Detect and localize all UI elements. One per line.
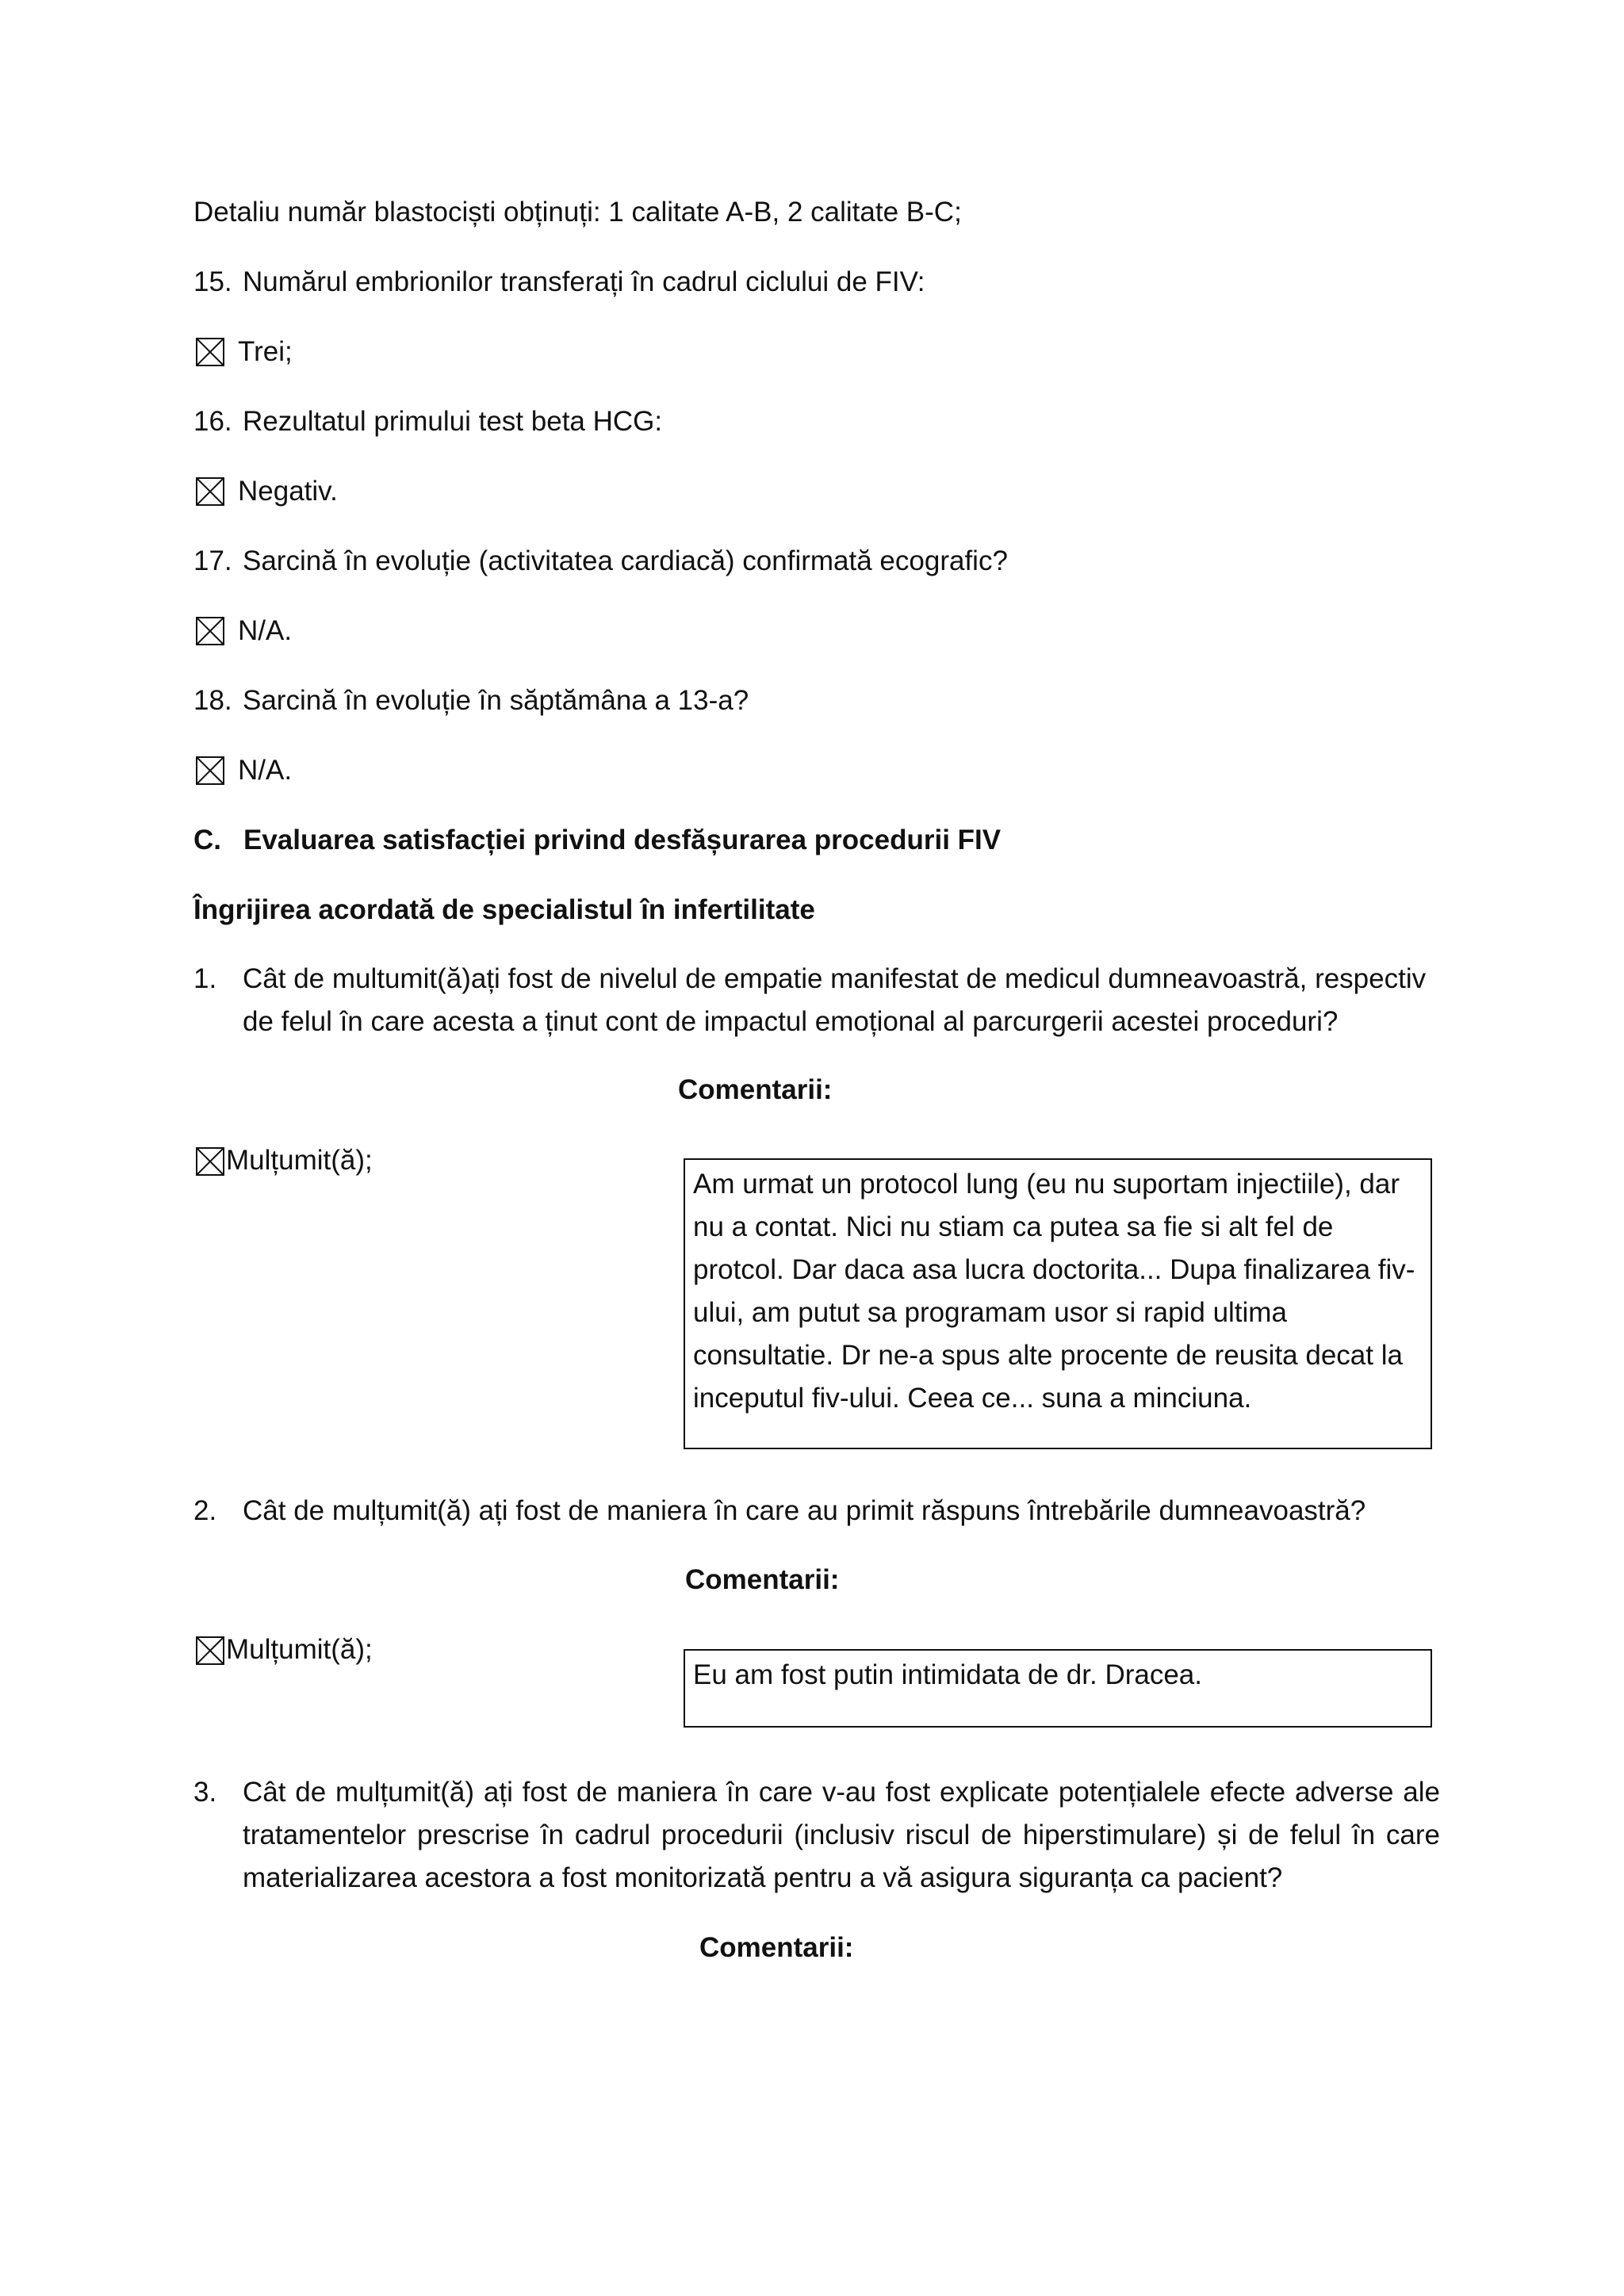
section-heading bbox=[193, 824, 1001, 857]
question-number: 17. bbox=[193, 545, 232, 576]
question-number: 15. bbox=[193, 266, 232, 297]
checked-box-icon[interactable] bbox=[196, 1636, 224, 1665]
comments-label: Comentarii: bbox=[699, 1932, 854, 1963]
checked-box-icon[interactable] bbox=[196, 1147, 224, 1176]
question-c2 bbox=[193, 1494, 1365, 1528]
answer-label: N/A. bbox=[238, 755, 293, 786]
answer-label: Negativ. bbox=[238, 476, 338, 507]
question-18 bbox=[193, 684, 749, 718]
question-c3 bbox=[193, 1771, 1440, 1900]
question-number: 18. bbox=[193, 685, 232, 716]
answer-label: Mulțumit(ă); bbox=[226, 1634, 373, 1665]
question-17 bbox=[193, 545, 1008, 578]
answer-label: N/A. bbox=[238, 615, 293, 646]
answer-label: Trei; bbox=[238, 336, 293, 367]
question-text: Rezultatul primului test beta HCG: bbox=[243, 406, 663, 437]
question-number: 1. bbox=[193, 963, 217, 994]
section-subtitle: Îngrijirea acordată de specialistul în infertilitate bbox=[193, 894, 815, 925]
comments-label: Comentarii: bbox=[685, 1564, 840, 1595]
question-text: Sarcină în evoluție (activitatea cardiacă) confirmată ecografic? bbox=[243, 545, 1008, 576]
comment-box[interactable]: Am urmat un protocol lung (eu nu suportam injectiile), dar nu a contat. Nici nu stiam ca putea sa fie si alt fel de protcol. Dar daca asa lucra doctorita... Dupa finalizarea fiv-ului, am putut sa programam usor si rapid ultima consultatie. Dr ne-a spus alte procente de reusita decat la inceputul fiv-ului. Ceea ce... suna a minciuna. bbox=[684, 1158, 1432, 1449]
checked-box-icon[interactable] bbox=[196, 338, 224, 366]
question-16 bbox=[193, 405, 662, 438]
question-text: Cât de multumit(ă)ați fost de nivelul de empatie manifestat de medicul dumneavoastră, respectiv de felul în care acesta a ținut cont de impactul emoțional al parcurgerii acestei proceduri? bbox=[243, 963, 1427, 1037]
comment-box[interactable]: Eu am fost putin intimidata de dr. Dracea. bbox=[684, 1649, 1432, 1728]
blastocyst-detail: Detaliu număr blastociști obținuți: 1 calitate A-B, 2 calitate B-C; bbox=[193, 197, 962, 228]
question-number: 16. bbox=[193, 406, 232, 437]
question-text: Sarcină în evoluție în săptămâna a 13-a? bbox=[243, 685, 749, 716]
section-letter: C. bbox=[193, 825, 221, 855]
question-text: Numărul embrionilor transferați în cadrul ciclului de FIV: bbox=[243, 266, 925, 297]
comments-label: Comentarii: bbox=[678, 1074, 833, 1105]
answer-label: Mulțumit(ă); bbox=[226, 1145, 373, 1176]
question-number: 3. bbox=[193, 1777, 217, 1808]
question-number: 2. bbox=[193, 1495, 217, 1526]
question-text: Cât de mulțumit(ă) ați fost de maniera în care au primit răspuns întrebările dumneavoastră? bbox=[243, 1495, 1366, 1526]
question-15 bbox=[193, 266, 925, 299]
section-title: Evaluarea satisfacției privind desfășurarea procedurii FIV bbox=[243, 825, 1002, 855]
question-text: Cât de mulțumit(ă) ați fost de maniera în care v-au fost explicate potențialele efecte adverse ale tratamentelor prescrise în cadrul procedurii (inclusiv riscul de hiperstimulare) și de felul în care materializarea acestora a fost monitorizată pentru a vă asigura siguranța ca pacient? bbox=[243, 1777, 1440, 1893]
question-c1 bbox=[193, 958, 1440, 1043]
checked-box-icon[interactable] bbox=[196, 756, 224, 785]
checked-box-icon[interactable] bbox=[196, 477, 224, 506]
checked-box-icon[interactable] bbox=[196, 617, 224, 645]
